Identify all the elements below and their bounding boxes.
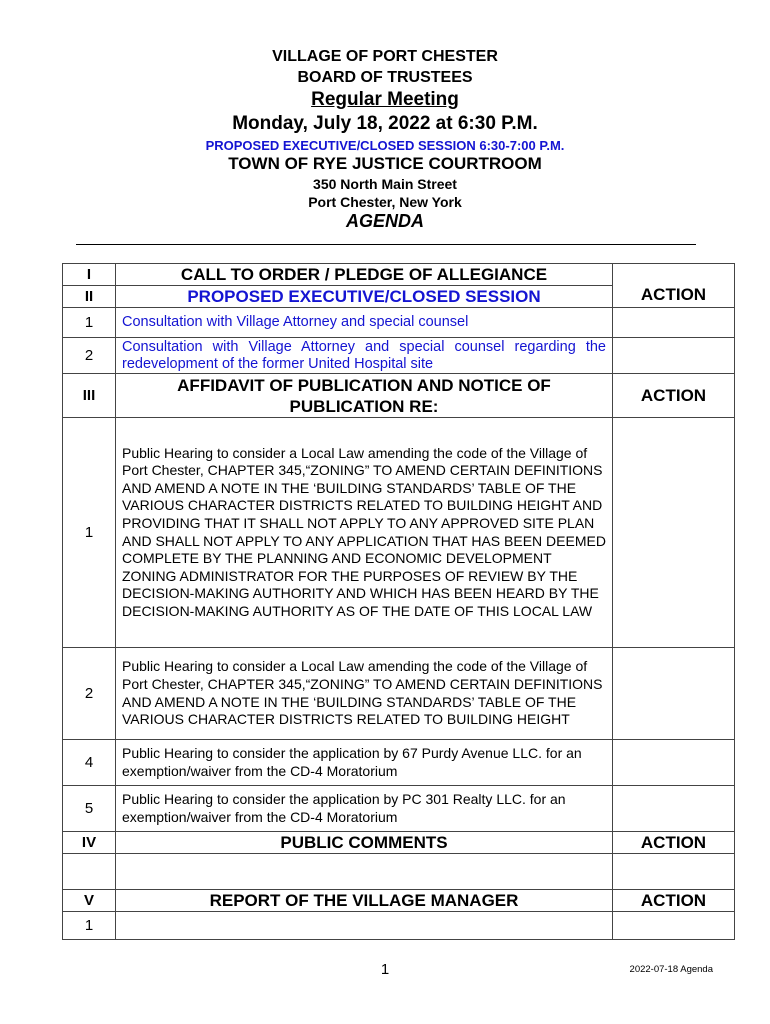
item-number: 2 [63,338,116,374]
header-divider [76,244,696,245]
agenda-row [63,912,735,940]
page-number: 1 [380,961,390,978]
board-name: BOARD OF TRUSTEES [297,69,473,86]
action-cell [613,740,735,786]
item-text: Public Hearing to consider a Local Law amending the code of the Village of Port Chester, CHAPTER 345,“ZONING” TO AMEND CERTAIN DEFINITIONS AND AMEND A NOTE IN THE ‘BUILDING STANDARDS’ TABLE OF THE VARIOUS CHARACTER DISTRICTS RELATED TO BUILDING HEIGHT AND PROVIDING THAT IT SHALL NOT APPLY TO ANY APPROVED SITE PLAN AND SHALL NOT APPLY TO ANY APPLICATION THAT HAS BEEN DEEMED COMPLETE BY THE PLANNING AND ECONOMIC DEVELOPMENT ZONING ADMINISTRATOR FOR THE PURPOSES OF REVIEW BY THE DECISION-MAKING AUTHORITY AND WHICH HAS BEEN HEARD BY THE DECISION-MAKING AUTHORITY AS OF THE DATE OF THIS LOCAL LAW [116,418,613,648]
agenda-row [63,832,735,854]
action-cell [613,912,735,940]
section-title: CALL TO ORDER / PLEDGE OF ALLEGIANCE [116,264,613,286]
item-number: 1 [63,418,116,648]
section-title: PROPOSED EXECUTIVE/CLOSED SESSION [116,286,613,308]
item-text: Public Hearing to consider a Local Law amending the code of the Village of Port Chester, CHAPTER 345,“ZONING” TO AMEND CERTAIN DEFINITIONS AND AMEND A NOTE IN THE ‘BUILDING STANDARDS’ TABLE OF THE VARIOUS CHARACTER DISTRICTS RELATED TO BUILDING HEIGHT [116,648,613,740]
executive-session-time: PROPOSED EXECUTIVE/CLOSED SESSION 6:30-7:00 P.M. [205,138,565,153]
section-number: IV [63,832,116,854]
agenda-row [63,374,735,418]
item-number [63,854,116,890]
item-number: 5 [63,786,116,832]
item-number: 1 [63,912,116,940]
action-cell [613,338,735,374]
meeting-location: TOWN OF RYE JUSTICE COURTROOM [228,154,542,173]
agenda-row [63,786,735,832]
section-title: REPORT OF THE VILLAGE MANAGER [116,890,613,912]
action-cell [613,648,735,740]
action-cell [613,786,735,832]
village-name: VILLAGE OF PORT CHESTER [272,48,498,65]
address-line-2: Port Chester, New York [308,194,462,210]
item-text [116,854,613,890]
agenda-row [63,308,735,338]
section-number: I [63,264,116,286]
item-number: 1 [63,308,116,338]
meeting-type: Regular Meeting [311,89,459,110]
item-text: Consultation with Village Attorney and special counsel regarding the redevelopment of the former United Hospital site [116,338,613,374]
action-cell [613,854,735,890]
address-line-1: 350 North Main Street [313,176,457,192]
item-text: Public Hearing to consider the application by PC 301 Realty LLC. for an exemption/waiver from the CD-4 Moratorium [116,786,613,832]
section-number: V [63,890,116,912]
action-label: ACTION [613,832,735,854]
agenda-row [63,264,735,286]
agenda-row [63,338,735,374]
action-cell [613,418,735,648]
section-title: PUBLIC COMMENTS [116,832,613,854]
item-text [116,912,613,940]
action-label: ACTION [640,285,707,304]
agenda-row [63,854,735,890]
action-cell [613,308,735,338]
agenda-row [63,740,735,786]
agenda-table [62,263,735,940]
agenda-heading: AGENDA [345,211,424,231]
agenda-row [63,418,735,648]
action-label: ACTION [613,890,735,912]
item-number: 4 [63,740,116,786]
item-number: 2 [63,648,116,740]
section-title: AFFIDAVIT OF PUBLICATION AND NOTICE OF PUBLICATION RE: [116,374,613,418]
agenda-row [63,648,735,740]
section-number: II [63,286,116,308]
item-text: Public Hearing to consider the application by 67 Purdy Avenue LLC. for an exemption/waiver from the CD-4 Moratorium [116,740,613,786]
footer-document-label: 2022-07-18 Agenda [629,964,713,975]
action-cell [613,264,735,308]
meeting-date-time: Monday, July 18, 2022 at 6:30 P.M. [232,113,538,134]
agenda-row [63,890,735,912]
section-number: III [63,374,116,418]
item-text: Consultation with Village Attorney and special counsel [116,308,613,338]
action-label: ACTION [613,374,735,418]
